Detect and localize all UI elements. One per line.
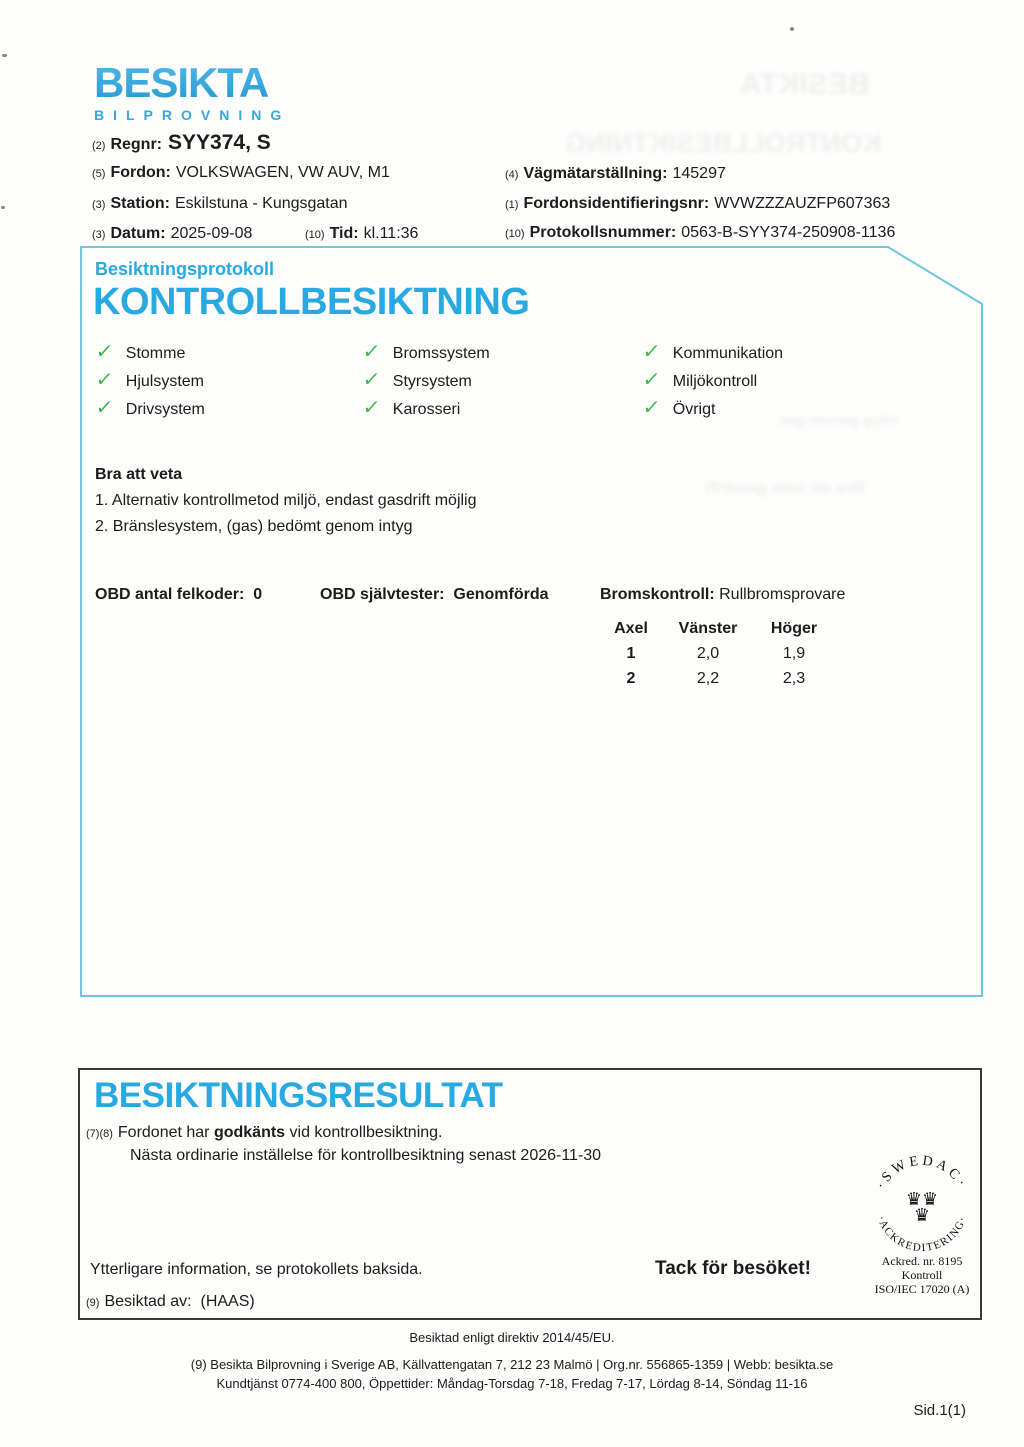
check-icon: ✓ xyxy=(361,369,382,391)
check-item xyxy=(363,339,490,364)
field-datum xyxy=(92,225,252,243)
field-tid xyxy=(305,225,418,243)
check-icon: ✓ xyxy=(94,397,115,419)
result-line1-pre: Fordonet har xyxy=(117,1124,214,1141)
bromskontroll xyxy=(600,586,845,604)
obd-sjalvtester-value: Genomförda xyxy=(453,586,549,603)
check-item xyxy=(96,367,204,392)
field-protokollsnummer xyxy=(505,224,895,242)
field-station xyxy=(92,195,348,213)
field-ref: (1) xyxy=(505,199,519,211)
obd-sjalvtester-label: OBD självtester: xyxy=(320,586,445,603)
result-info: Ytterligare information, se protokollets baksida. xyxy=(90,1261,423,1278)
field-fordon xyxy=(92,164,390,182)
check-icon: ✓ xyxy=(361,341,382,363)
check-label: Miljökontroll xyxy=(672,373,758,390)
check-label: Hjulsystem xyxy=(125,373,204,390)
directive-line: Besiktad enligt direktiv 2014/45/EU. xyxy=(409,1330,615,1345)
check-icon: ✓ xyxy=(641,341,662,363)
check-label: Bromssystem xyxy=(392,345,490,362)
field-regnr xyxy=(92,131,271,155)
check-icon: ✓ xyxy=(94,369,115,391)
check-item xyxy=(643,339,783,364)
check-icon: ✓ xyxy=(641,369,662,391)
swedac-crowns-icon: ♛♛ xyxy=(905,1189,939,1209)
bromskontroll-value: Rullbromsprovare xyxy=(719,586,846,603)
thanks-message: Tack för besöket! xyxy=(655,1258,811,1279)
result-line1-post: vid kontrollbesiktning. xyxy=(285,1124,443,1141)
brake-col-header: Vänster xyxy=(678,620,738,637)
obd-sjalvtester xyxy=(320,586,549,604)
bleed-through-text: BESIKTA xyxy=(740,68,870,101)
check-item xyxy=(643,395,715,420)
bleed-through-text: Bra att veta gasdrift xyxy=(705,478,865,497)
brake-cell-axel: 1 xyxy=(626,645,636,662)
protocol-kicker: Besiktningsprotokoll xyxy=(95,259,275,279)
check-item xyxy=(363,395,460,420)
besikta-logo xyxy=(94,59,291,123)
swedac-accreditation-logo xyxy=(862,1155,982,1255)
scan-artifact xyxy=(2,54,7,57)
field-label: Fordon: xyxy=(110,164,171,181)
besikta-logo-wordmark: BESIKTA xyxy=(94,62,290,104)
field-value: Eskilstuna - Kungsgatan xyxy=(175,195,348,212)
brake-cell-vanster: 2,0 xyxy=(696,645,720,662)
field-value: SYY374, S xyxy=(168,131,271,154)
check-label: Styrsystem xyxy=(392,373,472,390)
inspector-ref: (9) xyxy=(86,1297,100,1309)
svg-text:·SWEDAC· xyxy=(874,1155,970,1192)
check-label: Drivsystem xyxy=(125,401,205,418)
bromskontroll-label: Bromskontroll: xyxy=(600,586,715,603)
check-item xyxy=(363,367,472,392)
inspector-value: (HAAS) xyxy=(200,1293,255,1310)
swedac-line1: Ackred. nr. 8195 xyxy=(881,1254,963,1268)
result-ref: (7)(8) xyxy=(86,1128,113,1140)
brake-cell-axel: 2 xyxy=(626,670,636,687)
page-number: Sid.1(1) xyxy=(913,1402,966,1419)
field-ref: (3) xyxy=(92,229,106,241)
check-label: Stomme xyxy=(125,345,186,362)
field-ref: (2) xyxy=(92,140,106,152)
footer-company-line: (9) Besikta Bilprovning i Sverige AB, Källvattengatan 7, 212 23 Malmö | Org.nr. 556865-1359 | Webb: besikta.se xyxy=(190,1357,834,1372)
field-label: Protokollsnummer: xyxy=(529,224,677,241)
brake-col-header: Axel xyxy=(614,620,648,637)
besikta-logo-tagline: BILPROVNING xyxy=(94,107,291,123)
swedac-arc-top: ·SWEDAC· xyxy=(873,1155,971,1192)
brake-cell-vanster: 2,2 xyxy=(696,670,720,687)
check-icon: ✓ xyxy=(94,341,115,363)
check-icon: ✓ xyxy=(641,397,662,419)
swedac-line2: Kontroll xyxy=(901,1267,943,1282)
brake-cell-hoger: 1,9 xyxy=(782,645,806,662)
field-fordonsidentifieringsnr xyxy=(505,195,890,213)
field-value: 2025-09-08 xyxy=(170,225,253,242)
result-line2: Nästa ordinarie inställelse för kontrollbesiktning senast 2026-11-30 xyxy=(130,1147,602,1164)
field-value: kl.11:36 xyxy=(363,225,419,242)
field-ref: (10) xyxy=(505,228,525,240)
protocol-title: KONTROLLBESIKTNING xyxy=(93,281,530,323)
bleed-through-text: intyg genom gas xyxy=(780,412,900,429)
check-label: Kommunikation xyxy=(672,345,784,362)
check-label: Karosseri xyxy=(392,401,461,418)
obd-felkoder-value: 0 xyxy=(253,586,263,603)
field-vagmatarstallning xyxy=(505,165,726,183)
field-label: Tid: xyxy=(329,225,359,242)
field-value: WVWZZZAUZFP607363 xyxy=(714,195,891,212)
field-label: Station: xyxy=(110,195,170,212)
note-line: 1. Alternativ kontrollmetod miljö, endast gasdrift möjlig xyxy=(95,492,477,509)
result-title: BESIKTNINGSRESULTAT xyxy=(94,1076,503,1115)
check-item xyxy=(643,367,757,392)
field-value: 0563-B-SYY374-250908-1136 xyxy=(681,224,896,241)
footer-hours-line: Kundtjänst 0774-400 800, Öppettider: Måndag-Torsdag 7-18, Fredag 7-17, Lördag 8-14, Söndag 11-16 xyxy=(216,1376,808,1391)
result-godkants: godkänts xyxy=(213,1124,286,1141)
field-label: Regnr: xyxy=(110,136,163,153)
brake-table xyxy=(600,620,834,688)
swedac-line3: ISO/IEC 17020 (A) xyxy=(874,1281,970,1296)
swedac-accreditation-text xyxy=(852,1255,992,1296)
field-ref: (4) xyxy=(505,169,519,181)
brake-cell-hoger: 2,3 xyxy=(782,670,806,687)
inspector-label: Besiktad av: xyxy=(104,1293,192,1310)
field-ref: (3) xyxy=(92,199,106,211)
swedac-crown-icon: ♛ xyxy=(913,1205,931,1225)
field-value: 145297 xyxy=(672,165,726,182)
obd-felkoder xyxy=(95,586,262,604)
result-line1 xyxy=(86,1124,443,1142)
check-item xyxy=(96,339,185,364)
check-item xyxy=(96,395,205,420)
brake-col-header: Höger xyxy=(770,620,818,637)
notes-title: Bra att veta xyxy=(95,466,183,483)
inspector-line xyxy=(86,1293,255,1311)
field-value: VOLKSWAGEN, VW AUV, M1 xyxy=(175,164,390,181)
scan-artifact xyxy=(790,27,794,31)
field-ref: (10) xyxy=(305,229,325,241)
field-label: Vägmätarställning: xyxy=(523,165,668,182)
bleed-through-text: KONTROLLBESIKTNING xyxy=(565,128,882,158)
obd-felkoder-label: OBD antal felkoder: xyxy=(95,586,245,603)
swedac-arc-bottom: ·ACKREDITERING· xyxy=(874,1214,970,1255)
check-label: Övrigt xyxy=(672,401,716,418)
field-label: Fordonsidentifieringsnr: xyxy=(523,195,710,212)
protocol-box-border xyxy=(80,246,984,998)
scan-artifact xyxy=(1,206,5,209)
field-ref: (5) xyxy=(92,168,106,180)
field-label: Datum: xyxy=(110,225,166,242)
note-line: 2. Bränslesystem, (gas) bedömt genom intyg xyxy=(95,518,413,535)
check-icon: ✓ xyxy=(361,397,382,419)
